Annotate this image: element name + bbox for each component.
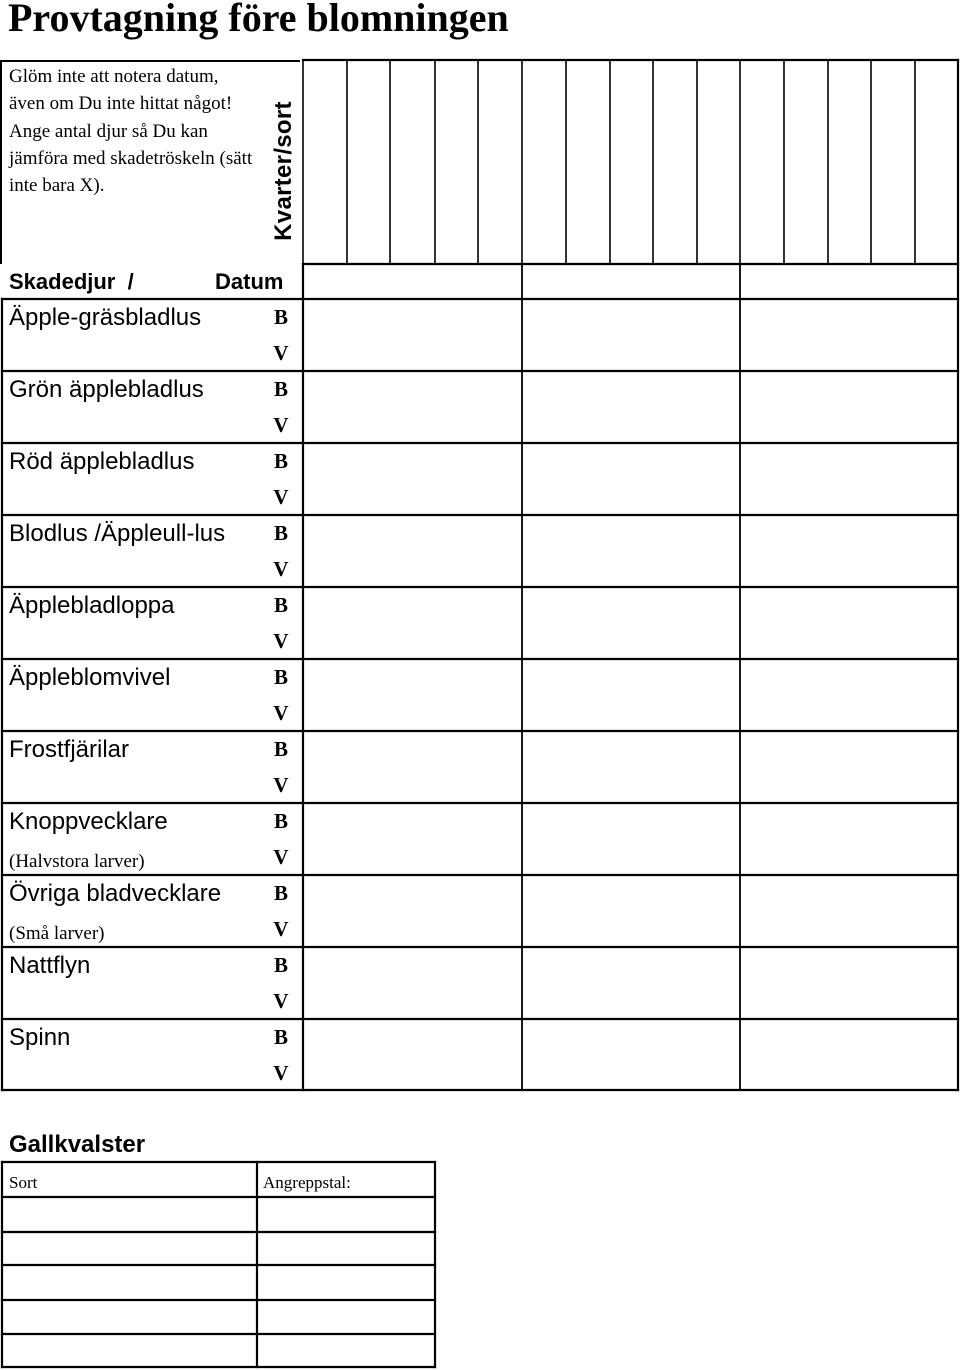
date-header-label: Datum: [215, 269, 284, 294]
row-marker-b: B: [273, 521, 288, 545]
row-marker-b: B: [273, 881, 288, 905]
row-marker-v: V: [273, 701, 289, 725]
row-marker-b: B: [273, 809, 288, 833]
pest-subtitle: (Små larver): [9, 923, 105, 944]
pest-name: Äpple-gräsbladlus: [9, 304, 202, 331]
note-text: Glöm inte att notera datum, även om Du inte hittat något! Ange antal djur så Du kan jämföra med skadetröskeln (sätt inte bara X).: [9, 66, 253, 197]
row-marker-v: V: [273, 629, 289, 653]
row-marker-b: B: [273, 737, 288, 761]
row-marker-v: V: [273, 557, 289, 581]
gallkvalster-sort-header: Sort: [9, 1173, 38, 1192]
pest-name: Frostfjärilar: [9, 736, 130, 763]
row-marker-v: V: [273, 845, 289, 869]
pest-name: Blodlus /Äppleull-lus: [9, 520, 226, 547]
pest-header-label: Skadedjur /: [9, 269, 134, 294]
pest-name: Nattflyn: [9, 952, 91, 979]
row-marker-v: V: [273, 917, 289, 941]
page-title: Provtagning före blomningen: [8, 0, 509, 40]
row-marker-v: V: [273, 485, 289, 509]
row-marker-b: B: [273, 665, 288, 689]
pest-name: Knoppvecklare: [9, 808, 168, 835]
row-marker-v: V: [273, 773, 289, 797]
row-marker-v: V: [273, 413, 289, 437]
row-marker-b: B: [273, 305, 288, 329]
kvarter-sort-label: Kvarter/sort: [270, 101, 297, 241]
row-marker-b: B: [273, 449, 288, 473]
gallkvalster-angrepp-header: Angreppstal:: [263, 1173, 351, 1192]
row-marker-v: V: [273, 989, 289, 1013]
row-marker-b: B: [273, 953, 288, 977]
pest-name: Röd äpplebladlus: [9, 448, 195, 475]
pest-name: Äppleblomvivel: [9, 664, 171, 691]
row-marker-b: B: [273, 377, 288, 401]
gallkvalster-title: Gallkvalster: [9, 1131, 146, 1158]
pest-name: Övriga bladvecklare: [9, 880, 222, 907]
row-marker-v: V: [273, 341, 289, 365]
row-marker-b: B: [273, 593, 288, 617]
row-marker-v: V: [273, 1061, 289, 1085]
pest-name: Spinn: [9, 1024, 71, 1051]
pest-subtitle: (Halvstora larver): [9, 851, 145, 872]
pest-name: Grön äpplebladlus: [9, 376, 204, 403]
pest-name: Äpplebladloppa: [9, 592, 175, 619]
row-marker-b: B: [273, 1025, 288, 1049]
